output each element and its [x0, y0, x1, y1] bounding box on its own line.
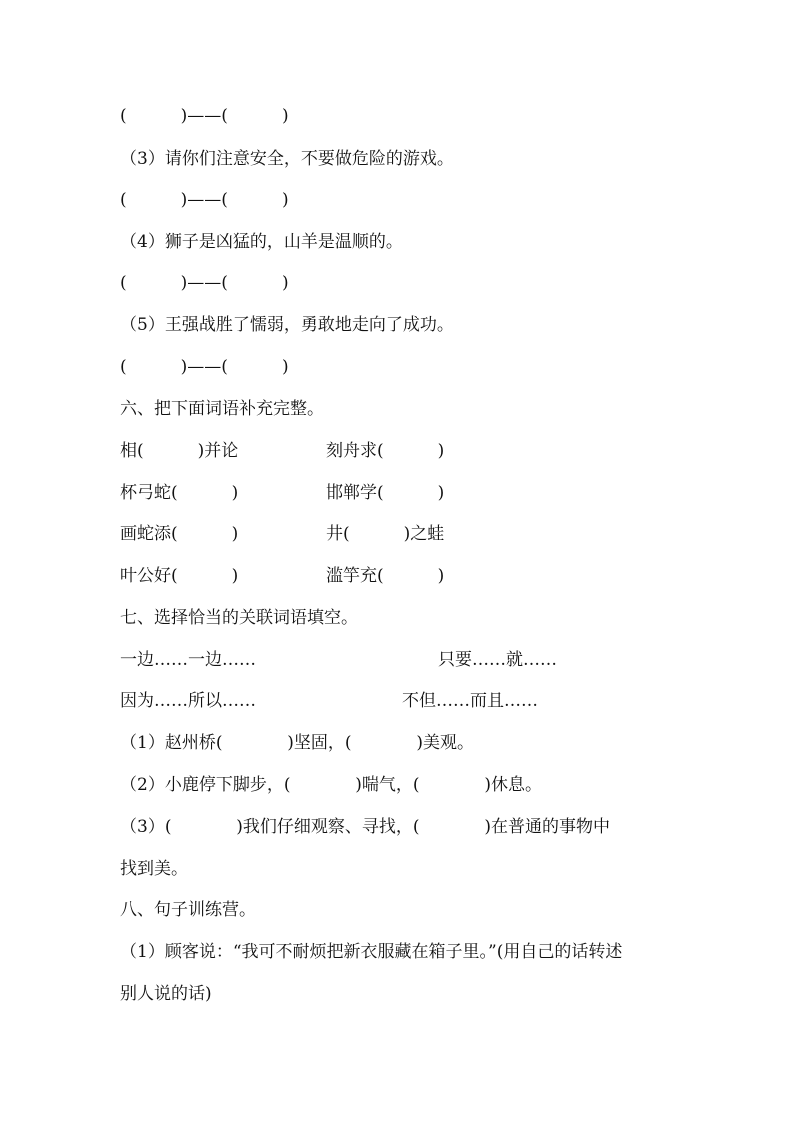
- conjunction-option: 不但……而且……: [402, 691, 538, 711]
- fill-blank-item[interactable]: （1）赵州桥( )坚固，( )美观。: [120, 733, 475, 753]
- idiom-blank[interactable]: 杯弓蛇( ): [120, 483, 239, 503]
- answer-blank-pair[interactable]: ( )——( ): [120, 106, 289, 126]
- fill-blank-item-continuation: 找到美。: [120, 859, 188, 879]
- answer-blank-pair[interactable]: ( )——( ): [120, 357, 289, 377]
- idiom-blank[interactable]: 邯郸学( ): [326, 483, 445, 503]
- question-item: （5）王强战胜了懦弱，勇敢地走向了成功。: [120, 315, 454, 335]
- section-heading: 六、把下面词语补充完整。: [120, 399, 324, 419]
- question-item: （4）狮子是凶猛的，山羊是温顺的。: [120, 232, 403, 252]
- idiom-blank[interactable]: 叶公好( ): [120, 566, 239, 586]
- fill-blank-item[interactable]: （2）小鹿停下脚步，( )喘气，( )休息。: [120, 775, 543, 795]
- idiom-blank[interactable]: 相( )并论: [120, 441, 239, 461]
- idiom-blank[interactable]: 井( )之蛙: [326, 524, 445, 544]
- sentence-task-continuation: 别人说的话): [120, 984, 212, 1004]
- question-item: （3）请你们注意安全，不要做危险的游戏。: [120, 149, 454, 169]
- fill-blank-item[interactable]: （3）( )我们仔细观察、寻找，( )在普通的事物中: [120, 817, 611, 837]
- conjunction-option: 只要……就……: [438, 650, 557, 670]
- sentence-task: （1）顾客说：“我可不耐烦把新衣服藏在箱子里。”(用自己的话转述: [120, 942, 623, 962]
- conjunction-option: 因为……所以……: [120, 691, 256, 711]
- conjunction-option: 一边……一边……: [120, 650, 256, 670]
- idiom-blank[interactable]: 刻舟求( ): [326, 441, 445, 461]
- answer-blank-pair[interactable]: ( )——( ): [120, 190, 289, 210]
- section-heading: 八、句子训练营。: [120, 900, 256, 920]
- section-heading: 七、选择恰当的关联词语填空。: [120, 608, 358, 628]
- idiom-blank[interactable]: 画蛇添( ): [120, 524, 239, 544]
- answer-blank-pair[interactable]: ( )——( ): [120, 273, 289, 293]
- idiom-blank[interactable]: 滥竽充( ): [326, 566, 445, 586]
